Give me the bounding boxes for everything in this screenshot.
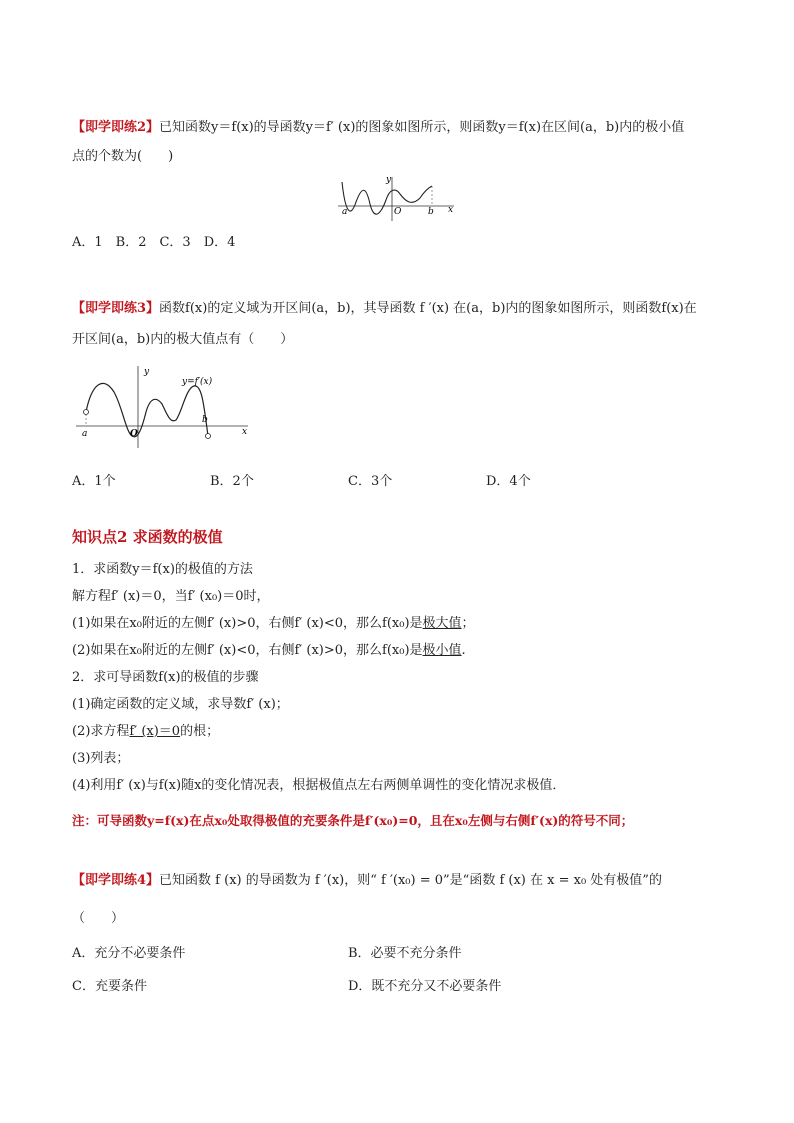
q2-curve [342, 182, 432, 214]
q4-option-d: D．既不充分又不必要条件 [348, 979, 502, 994]
section-p6: (1)确定函数的定义域，求导数f′ (x)； [72, 697, 289, 712]
section-p3-post: ； [461, 616, 475, 631]
q3-label-x: x [242, 427, 248, 437]
q2-text1: 已知函数y＝f(x)的导函数y＝f′ (x)的图象如图所示，则函数y＝f(x)在区间(a，b)内的极小值 [159, 120, 685, 135]
q4-tag: 【即学即练4】 [72, 873, 160, 888]
section-p7-pre: (2)求方程 [72, 724, 130, 739]
q2-line2: 点的个数为( ) [72, 149, 174, 164]
section-p8: (3)列表； [72, 751, 130, 766]
section-p4 [72, 642, 466, 660]
q4-text1: 已知函数 f (x) 的导函数为 f ′(x)，则“ f ′(x₀) = 0”是“函数 f (x) 在 x = x₀ 处有极值”的 [159, 873, 662, 888]
section-p2: 解方程f′ (x)＝0，当f′ (x₀)＝0时， [72, 589, 270, 604]
q3-option-a: A．1个 [72, 474, 116, 489]
q4-line1 [72, 872, 662, 890]
q3-label-O: O [130, 429, 138, 439]
q3-label-curve: y=f′(x) [182, 377, 213, 387]
q4-option-b: B．必要不充分条件 [348, 946, 462, 961]
section-p3-pre: (1)如果在x₀附近的左侧f′ (x)>0，右侧f′ (x)<0，那么f(x₀)是 [72, 616, 423, 631]
section-p4-pre: (2)如果在x₀附近的左侧f′ (x)<0，右侧f′ (x)>0，那么f(x₀)是 [72, 643, 423, 658]
q3-label-y: y [144, 367, 150, 377]
section-p3 [72, 615, 475, 633]
section-p4-underlined: 极小值 [422, 643, 462, 658]
q2-label-b: b [428, 207, 434, 217]
section-p1: 1．求函数y＝f(x)的极值的方法 [72, 562, 253, 577]
q2-label-O: O [394, 207, 402, 217]
q3-open-point-a [84, 410, 89, 415]
q2-label-x: x [448, 205, 454, 215]
q2-label-a: a [342, 207, 348, 217]
section-p5: 2．求可导函数f(x)的极值的步骤 [72, 670, 259, 685]
section-p7-post: 的根； [180, 724, 220, 739]
q3-text1: 函数f(x)的定义域为开区间(a，b)，其导函数 f ′(x) 在(a，b)内的图象如图所示，则函数f(x)在 [159, 301, 697, 316]
q3-figure [74, 362, 256, 452]
section-p3-underlined: 极大值 [422, 616, 462, 631]
q3-option-d: D．4个 [486, 474, 531, 489]
q2-options: A．1 B．2 C．3 D．4 [72, 235, 236, 250]
q2-figure [336, 172, 458, 222]
q3-label-b: b [202, 415, 208, 425]
q3-line2: 开区间(a，b)内的极大值点有（ ） [72, 332, 294, 347]
q3-curve [86, 383, 208, 436]
q3-label-a: a [82, 429, 88, 439]
q2-line1 [72, 119, 684, 137]
q4-option-c: C．充要条件 [72, 979, 147, 994]
section-p9: (4)利用f′ (x)与f(x)随x的变化情况表，根据极值点左右两侧单调性的变化情况求极值． [72, 778, 566, 793]
q3-open-point-b [206, 434, 211, 439]
q3-option-b: B．2个 [210, 474, 254, 489]
section-p4-post: . [461, 643, 466, 658]
section-p7 [72, 723, 219, 741]
section-title: 知识点2 求函数的极值 [72, 528, 223, 546]
q4-option-a: A．充分不必要条件 [72, 946, 186, 961]
section-note: 注：可导函数y=f(x)在点x₀处取得极值的充要条件是f′(x₀)=0，且在x₀左侧与右侧f′(x)的符号不同； [72, 813, 634, 828]
q2-label-y: y [386, 175, 392, 185]
q4-line2: （ ） [72, 911, 125, 926]
section-p7-underlined: f′ (x)＝0 [129, 724, 181, 739]
q2-tag: 【即学即练2】 [72, 120, 160, 135]
q3-line1 [72, 300, 697, 318]
q3-tag: 【即学即练3】 [72, 301, 160, 316]
q3-option-c: C．3个 [348, 474, 393, 489]
